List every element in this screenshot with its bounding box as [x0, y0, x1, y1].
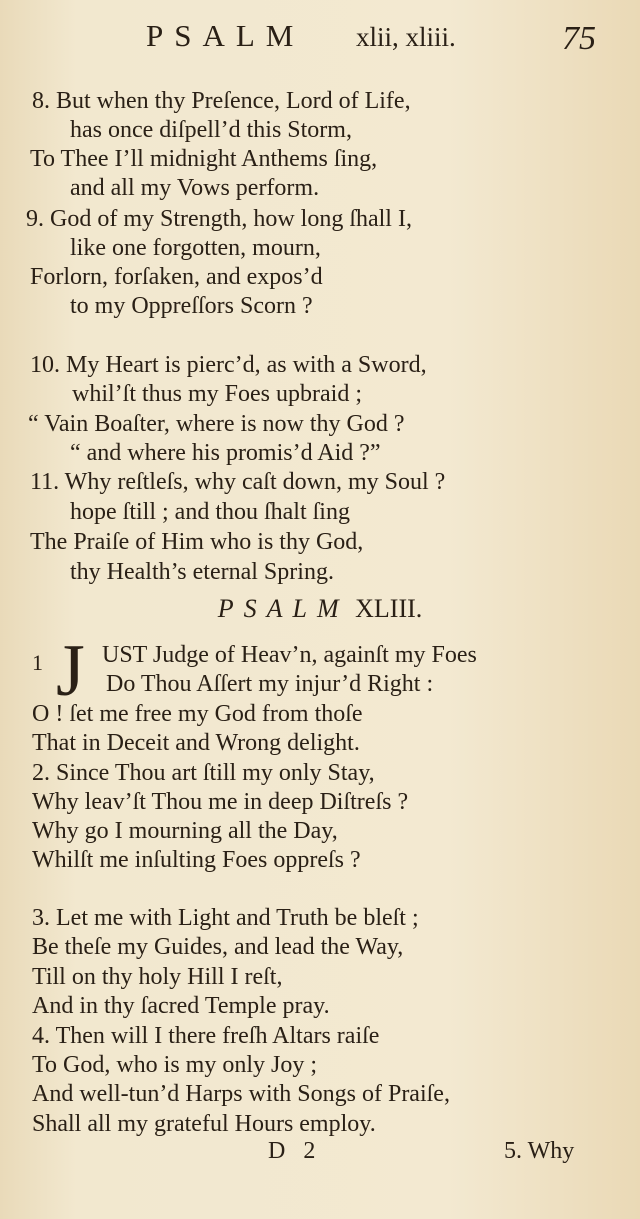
- verse-line: 2. Since Thou art ſtill my only Stay,: [32, 760, 375, 786]
- verse-line: to my Oppreſſors Scorn ?: [70, 293, 313, 319]
- verse-line: Forlorn, forſaken, and expos’d: [30, 264, 323, 290]
- catchword: 5. Why: [504, 1138, 575, 1164]
- psalm-numbers: xlii, xliii.: [356, 22, 456, 52]
- verse-line: Why leav’ſt Thou me in deep Diſtreſs ?: [32, 789, 409, 815]
- verse-line: “ Vain Boaſter, where is now thy God ?: [28, 411, 405, 437]
- page-number: 75: [562, 20, 596, 57]
- verse-line: And in thy ſacred Temple pray.: [32, 993, 330, 1019]
- verse-line: 8. But when thy Preſence, Lord of Life,: [32, 88, 411, 114]
- verse-line: To God, who is my only Joy ;: [32, 1052, 317, 1078]
- verse-line: thy Health’s eternal Spring.: [70, 559, 334, 585]
- verse-line: hope ſtill ; and thou ſhalt ſing: [70, 499, 350, 525]
- psalm-heading: [0, 594, 640, 624]
- verse-line: Why go I mourning all the Day,: [32, 818, 338, 844]
- psalm-heading-label: PSALM: [217, 594, 349, 623]
- psalm-heading-number: XLIII.: [355, 594, 423, 623]
- verse-line: whil’ſt thus my Foes upbraid ;: [72, 381, 362, 407]
- verse-line: Whilſt me inſulting Foes oppreſs ?: [32, 847, 361, 873]
- running-head: [0, 16, 640, 60]
- verse-line: UST Judge of Heav’n, againſt my Foes: [102, 642, 477, 668]
- verse-line: Shall all my grateful Hours employ.: [32, 1111, 376, 1137]
- verse-line: And well-tun’d Harps with Songs of Praiſe,: [32, 1081, 450, 1107]
- drop-cap: J: [56, 630, 85, 712]
- verse-line: “ and where his promis’d Aid ?”: [70, 440, 381, 466]
- verse-line: The Praiſe of Him who is thy God,: [30, 529, 364, 555]
- verse-line: 3. Let me with Light and Truth be bleſt ;: [32, 905, 419, 931]
- running-title: PSALM: [146, 18, 305, 53]
- signature-mark: D 2: [268, 1138, 322, 1164]
- verse-line: 4. Then will I there freſh Altars raiſe: [32, 1023, 380, 1049]
- verse-line: has once diſpell’d this Storm,: [70, 117, 352, 143]
- verse-line: Till on thy holy Hill I reſt,: [32, 964, 283, 990]
- verse-number: 1: [32, 650, 43, 675]
- verse-line: That in Deceit and Wrong delight.: [32, 730, 360, 756]
- verse-line: O ! ſet me free my God from thoſe: [32, 701, 363, 727]
- verse-line: 11. Why reſtleſs, why caſt down, my Soul ?: [30, 469, 446, 495]
- verse-line: like one forgotten, mourn,: [70, 235, 321, 261]
- verse-line: 10. My Heart is pierc’d, as with a Sword,: [30, 352, 427, 378]
- verse-line: 9. God of my Strength, how long ſhall I,: [26, 206, 412, 232]
- verse-line: Do Thou Aſſert my injur’d Right :: [106, 671, 434, 697]
- verse-line: To Thee I’ll midnight Anthems ſing,: [30, 146, 378, 172]
- verse-line: and all my Vows perform.: [70, 175, 320, 201]
- verse-line: Be theſe my Guides, and lead the Way,: [32, 934, 404, 960]
